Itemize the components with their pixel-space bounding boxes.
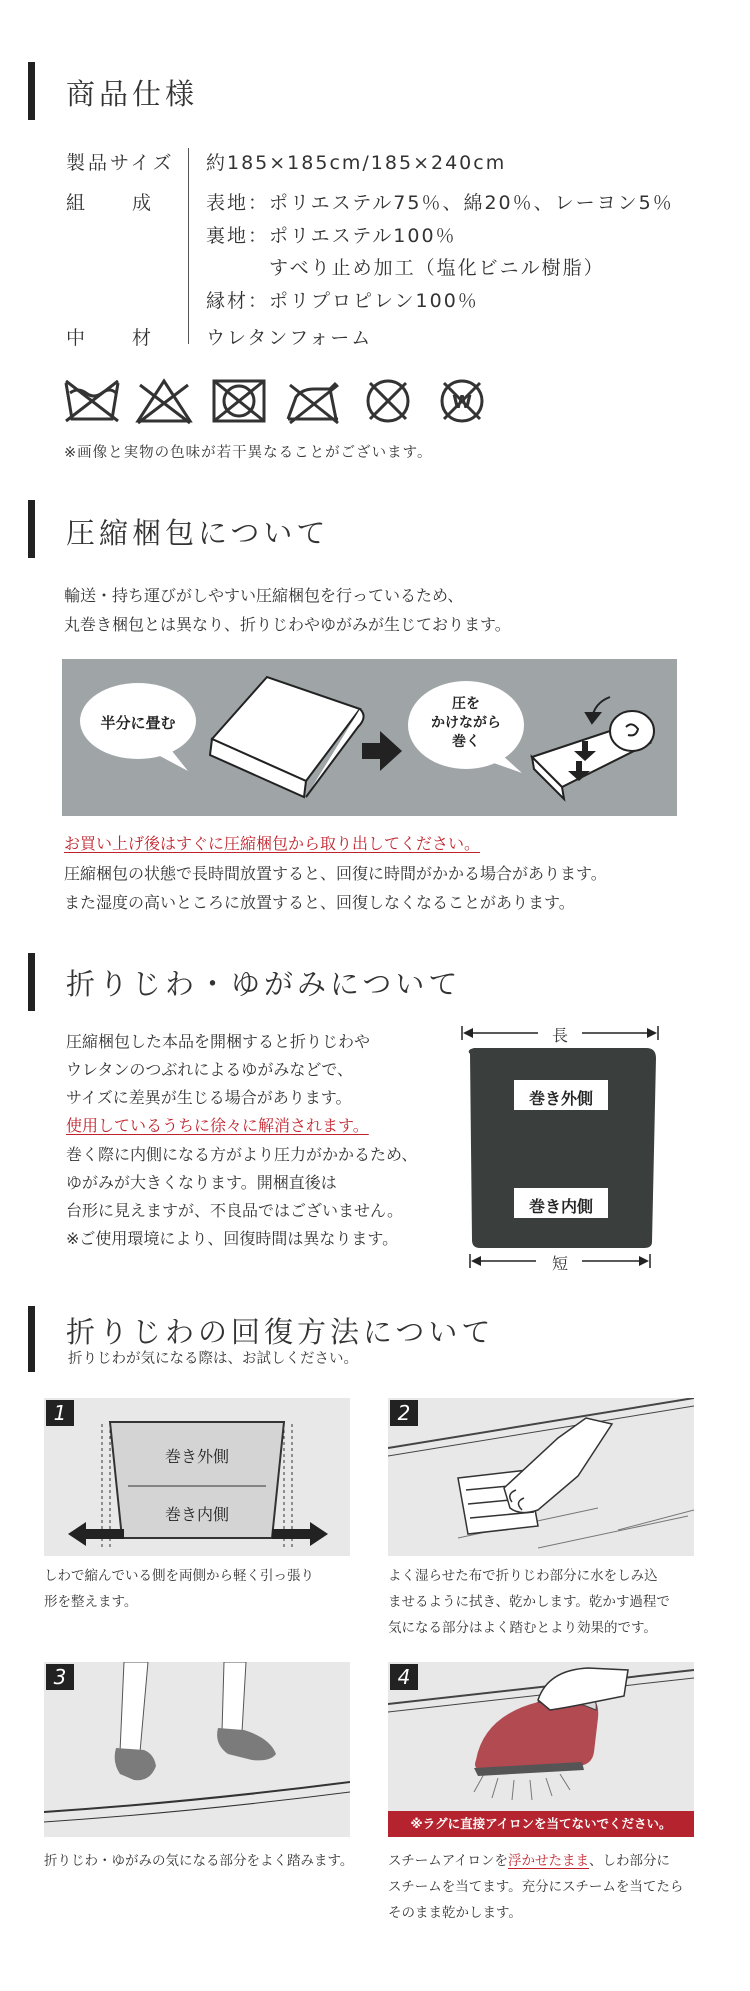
step-4-caption-highlight: 浮かせたまま [508,1853,590,1869]
leg-left-icon [115,1662,156,1780]
compression-body-1: 圧縮梱包の状態で長時間放置すると、回復に時間がかかる場合があります。 [64,864,607,883]
step-1-inner-label: 巻き内側 [164,1505,229,1524]
step-1-number: 1 [46,1400,74,1426]
spec-divider [188,148,189,344]
color-note: ※画像と実物の色味が若干異なることがございます。 [64,445,433,461]
step-4-number: 4 [390,1664,418,1690]
wrinkle-line-8: ※ご使用環境により、回復時間は異なります。 [66,1229,399,1248]
step-2-caption-1: よく湿らせた布で折りじわ部分に水をしみ込 [388,1568,658,1584]
spec-value-back: 裏地：ポリエステル100％ [206,225,457,247]
bubble-roll-label [412,695,520,752]
bubble-roll-line-3: 巻く [452,734,480,750]
wrinkle-line-7: 台形に見えますが、不良品ではございません。 [66,1201,403,1220]
svg-text:W: W [452,392,472,413]
step-2-caption-2: ませるように拭き、乾かします。乾かす過程で [388,1594,670,1610]
step-3-caption-1: 折りじわ・ゆがみの気になる部分をよく踏みます。 [44,1853,354,1869]
step-4-caption-3: そのまま乾かします。 [388,1905,522,1921]
bubble-roll-line-1: 圧を [452,696,480,712]
arrow-right-icon [362,731,402,771]
compression-intro-1: 輸送・持ち運びがしやすい圧縮梱包を行っているため、 [64,586,464,605]
wrinkle-line-3: サイズに差異が生じる場合があります。 [66,1088,352,1107]
wrinkle-line-6: ゆがみが大きくなります。開梱直後は [66,1173,337,1192]
compression-body-2: また湿度の高いところに放置すると、回復しなくなることがあります。 [64,893,575,912]
step-2-caption-3: 気になる部分はよく踏むとより効果的です。 [388,1620,657,1636]
step-2-panel [388,1398,694,1556]
pull-right-arrow-icon [272,1522,328,1546]
compression-heading: 圧縮梱包について [66,516,330,550]
wrinkle-line-5: 巻く際に内側になる方がより圧力がかかるため、 [66,1145,418,1164]
spec-value-nonslip: すべり止め加工（塩化ビニル樹脂） [206,257,605,279]
bubble-roll-line-2: かけながら [431,715,501,731]
steam-icon [474,1774,570,1800]
iron-prohibited-icon [288,383,338,423]
section-bar [28,62,35,120]
dry-clean-prohibited-icon [368,381,408,421]
step-1-caption-2: 形を整えます。 [44,1594,138,1610]
long-side-label: 長 [551,1026,568,1045]
step-4-caption-post: 、しわ部分に [589,1853,671,1869]
outer-side-label: 巻き外側 [528,1089,593,1108]
wrinkle-line-2: ウレタンのつぶれによるゆがみなどで、 [66,1060,354,1079]
spec-label-composition: 組 成 [66,192,155,214]
folded-rug-icon [210,677,364,797]
section-bar [28,1306,35,1372]
compression-intro-2: 丸巻き梱包とは異なり、折りじわやゆがみが生じております。 [64,615,511,634]
trapezoid-diagram [458,1018,668,1273]
spec-value-edge: 縁材：ポリプロピレン100％ [206,290,479,312]
iron-warning-banner: ※ラグに直接アイロンを当てないでください。 [388,1811,694,1837]
spec-value-size: 約185×185cm/185×240cm [206,152,507,174]
section-bar [28,500,35,558]
step-4-caption-2: スチームを当てます。充分にスチームを当てたら [388,1879,684,1895]
care-icons [62,375,502,427]
unpack-warning: お買い上げ後はすぐに圧縮梱包から取り出してください。 [64,834,481,853]
tumble-dry-prohibited-icon [214,381,264,421]
step-3-panel [44,1662,350,1837]
compression-illustration [62,659,677,816]
recovery-subtitle: 折りじわが気になる際は、お試しください。 [68,1351,358,1367]
step-1-panel [44,1398,350,1556]
inner-side-label: 巻き内側 [528,1197,593,1216]
rolling-rug-icon [532,697,654,799]
wrinkle-resolve-note: 使用しているうちに徐々に解消されます。 [66,1116,369,1135]
hand-icon [538,1668,628,1710]
spec-label-filling: 中 材 [66,327,155,349]
step-2-number: 2 [390,1400,418,1426]
leg-right-icon [217,1662,276,1760]
step-4-caption-pre: スチームアイロンを [388,1853,509,1869]
wet-clean-prohibited-icon [442,381,482,421]
step-4-panel [388,1662,694,1837]
step-3-number: 3 [46,1664,74,1690]
section-bar [28,953,35,1011]
spec-value-surface: 表地：ポリエステル75％、綿20％、レーヨン5％ [206,192,674,214]
step-1-outer-label: 巻き外側 [164,1447,229,1466]
short-side-label: 短 [551,1254,568,1273]
pull-left-arrow-icon [68,1522,124,1546]
bubble-fold-label: 半分に畳む [100,714,176,732]
hand-icon [504,1418,612,1513]
recovery-heading: 折りじわの回復方法について [66,1315,495,1349]
spec-label-size: 製品サイズ [66,152,175,174]
wrinkle-heading: 折りじわ・ゆがみについて [66,967,462,1001]
spec-heading: 商品仕様 [66,77,199,111]
step-4-caption-1 [388,1848,670,1874]
step-1-caption-1: しわで縮んでいる側を両側から軽く引っ張り [44,1568,314,1584]
wash-prohibited-icon [66,381,118,421]
bleach-prohibited-icon [138,381,190,423]
spec-value-filling: ウレタンフォーム [206,327,373,349]
wrinkle-line-1: 圧縮梱包した本品を開梱すると折りじわや [66,1032,371,1051]
